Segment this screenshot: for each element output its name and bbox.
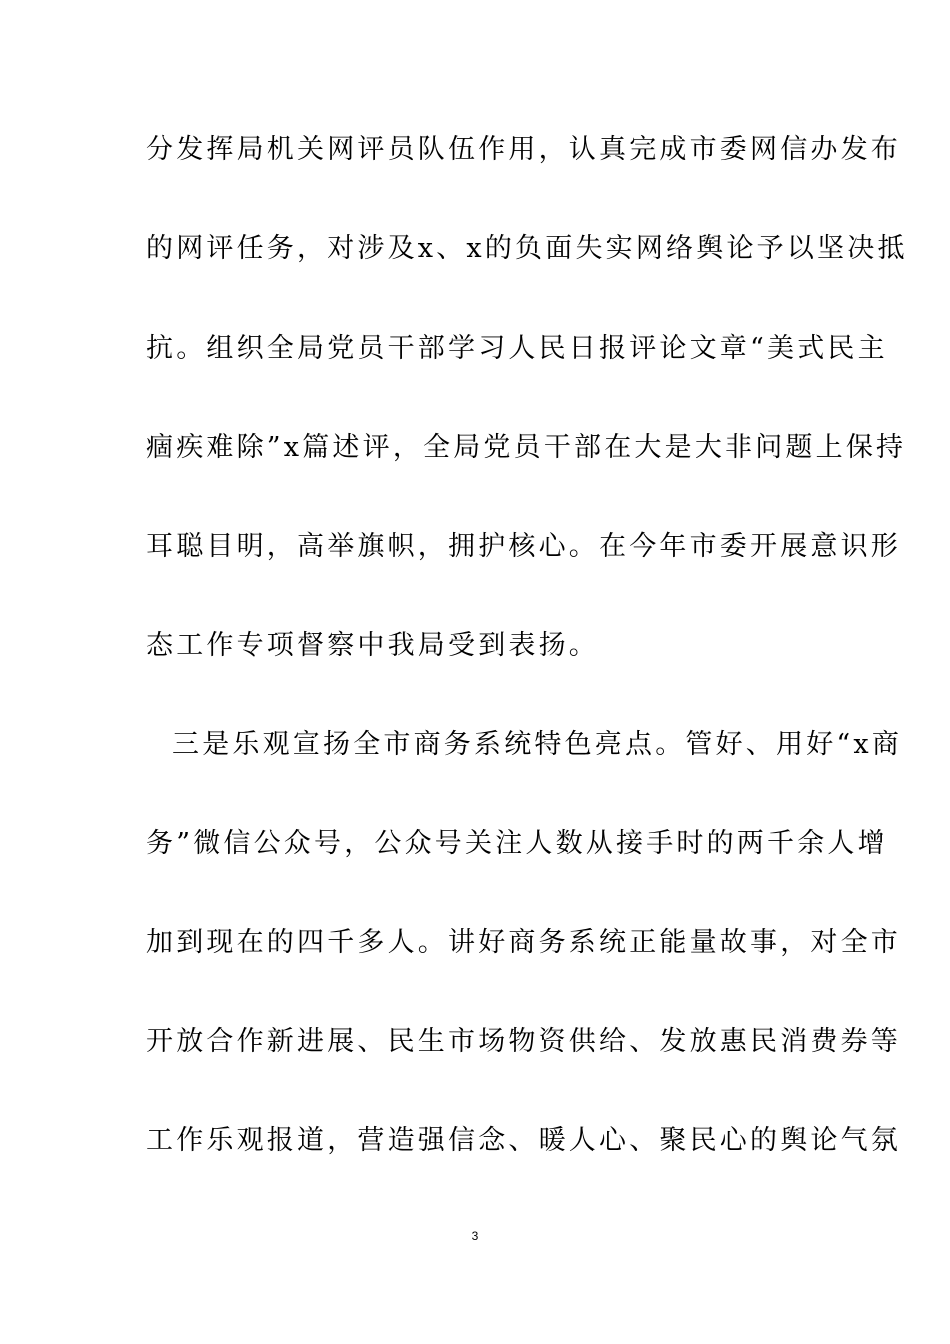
body-text-line: 态工作专项督察中我局受到表扬。 [146, 630, 599, 661]
body-text-line: 务”微信公众号，公众号关注人数从接手时的两千余人增 [146, 828, 888, 859]
body-text-line: 工作乐观报道，营造强信念、暖人心、聚民心的舆论气氛 [146, 1125, 901, 1156]
body-text-line: 耳聪目明，高举旗帜，拥护核心。在今年市委开展意识形 [146, 531, 901, 562]
body-text-line: 的网评任务，对涉及x、x的负面失实网络舆论予以坚决抵 [146, 233, 908, 264]
paragraph-first-line: 三是乐观宣扬全市商务系统特色亮点。管好、用好“x商 [172, 729, 903, 760]
body-text-line: 分发挥局机关网评员队伍作用，认真完成市委网信办发布 [146, 134, 901, 165]
body-text-line: 开放合作新进展、民生市场物资供给、发放惠民消费券等 [146, 1026, 901, 1057]
body-text-line: 加到现在的四千多人。讲好商务系统正能量故事，对全市 [146, 927, 901, 958]
page-number: 3 [471, 1229, 479, 1243]
body-text-line: 抗。组织全局党员干部学习人民日报评论文章“美式民主 [146, 333, 888, 364]
body-text-line: 痼疾难除”x篇述评，全局党员干部在大是大非问题上保持 [146, 432, 907, 463]
